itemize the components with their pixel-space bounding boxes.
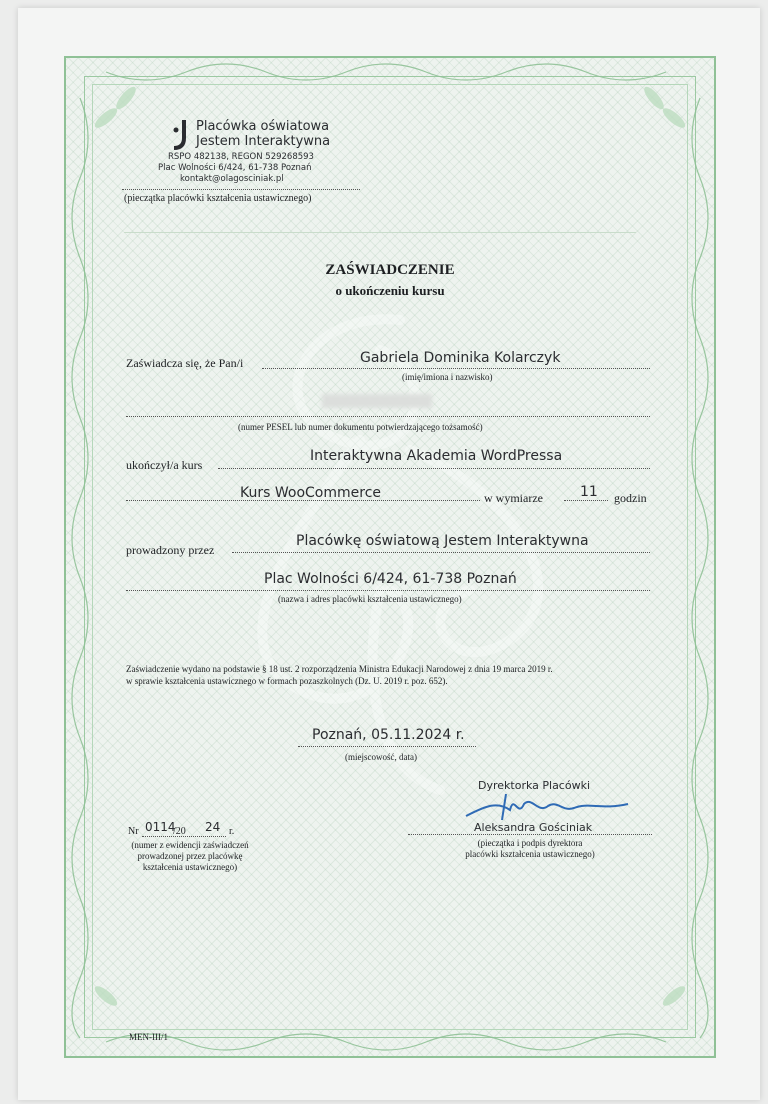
provider-name: Placówkę oświatową Jestem Interaktywna <box>296 533 589 549</box>
signature-role: Dyrektorka Placówki <box>478 779 591 792</box>
legal-basis-line1: Zaświadczenie wydano na podstawie § 18 ust. 2 rozporządzenia Ministra Edukacji Narodowej z dnia 19 marca 2019 r. <box>126 664 553 674</box>
institution-name-line2: Jestem Interaktywna <box>196 134 331 149</box>
divider <box>124 232 636 233</box>
pesel-caption: (numer PESEL lub numer dokumentu potwierdzającego tożsamość) <box>238 422 483 432</box>
course-name: Interaktywna Akademia WordPressa <box>310 448 563 464</box>
number-caption-line2: prowadzonej przez placówkę <box>137 851 243 861</box>
stamp-line <box>122 189 360 190</box>
duration-unit: godzin <box>614 491 647 505</box>
number-value: 0114 <box>145 820 176 834</box>
course-label: ukończył/a kurs <box>126 458 203 472</box>
number-suffix: r. <box>229 826 235 837</box>
person-name: Gabriela Dominika Kolarczyk <box>360 350 561 366</box>
page-title: ZAŚWIADCZENIE <box>325 262 455 278</box>
number-prefix: Nr <box>128 826 139 837</box>
number-caption-line1: (numer z ewidencji zaświadczeń <box>131 840 249 850</box>
signature-name: Aleksandra Gościniak <box>474 821 593 834</box>
signature-caption-line2: placówki kształcenia ustawicznego) <box>465 849 595 859</box>
provider-caption: (nazwa i adres placówki kształcenia ustawicznego) <box>278 594 462 604</box>
institution-name-line1: Placówka oświatowa <box>196 119 330 134</box>
institution-address: Plac Wolności 6/424, 61-738 Poznań <box>158 163 312 173</box>
legal-basis-line2: w sprawie kształcenia ustawicznego w formach pozaszkolnych (Dz. U. 2019 r. poz. 652). <box>126 676 448 686</box>
place-date: Poznań, 05.11.2024 r. <box>312 727 465 743</box>
provider-label: prowadzony przez <box>126 543 215 557</box>
number-year: 24 <box>205 820 221 834</box>
page-subtitle: o ukończeniu kursu <box>335 283 445 298</box>
institution-email: kontakt@olagosciniak.pl <box>180 174 284 184</box>
redacted-pesel <box>322 394 432 408</box>
number-mid: /20 <box>173 826 186 837</box>
duration-label: w wymiarze <box>484 491 543 505</box>
duration-value: 11 <box>580 484 598 500</box>
institution-ids: RSPO 482138, REGON 529268593 <box>168 152 314 162</box>
stamp-caption: (pieczątka placówki kształcenia ustawicznego) <box>124 193 312 204</box>
person-label: Zaświadcza się, że Pan/i <box>126 356 244 370</box>
provider-address: Plac Wolności 6/424, 61-738 Poznań <box>264 571 517 587</box>
institution-logo-icon <box>168 118 196 152</box>
person-caption: (imię/imiona i nazwisko) <box>402 372 493 382</box>
place-date-caption: (miejscowość, data) <box>345 752 417 762</box>
number-caption-line3: kształcenia ustawicznego) <box>142 862 238 872</box>
signature-caption-line1: (pieczątka i podpis dyrektora <box>477 838 583 848</box>
form-code: MEN-III/1 <box>129 1032 168 1042</box>
course-module: Kurs WooCommerce <box>240 485 381 501</box>
